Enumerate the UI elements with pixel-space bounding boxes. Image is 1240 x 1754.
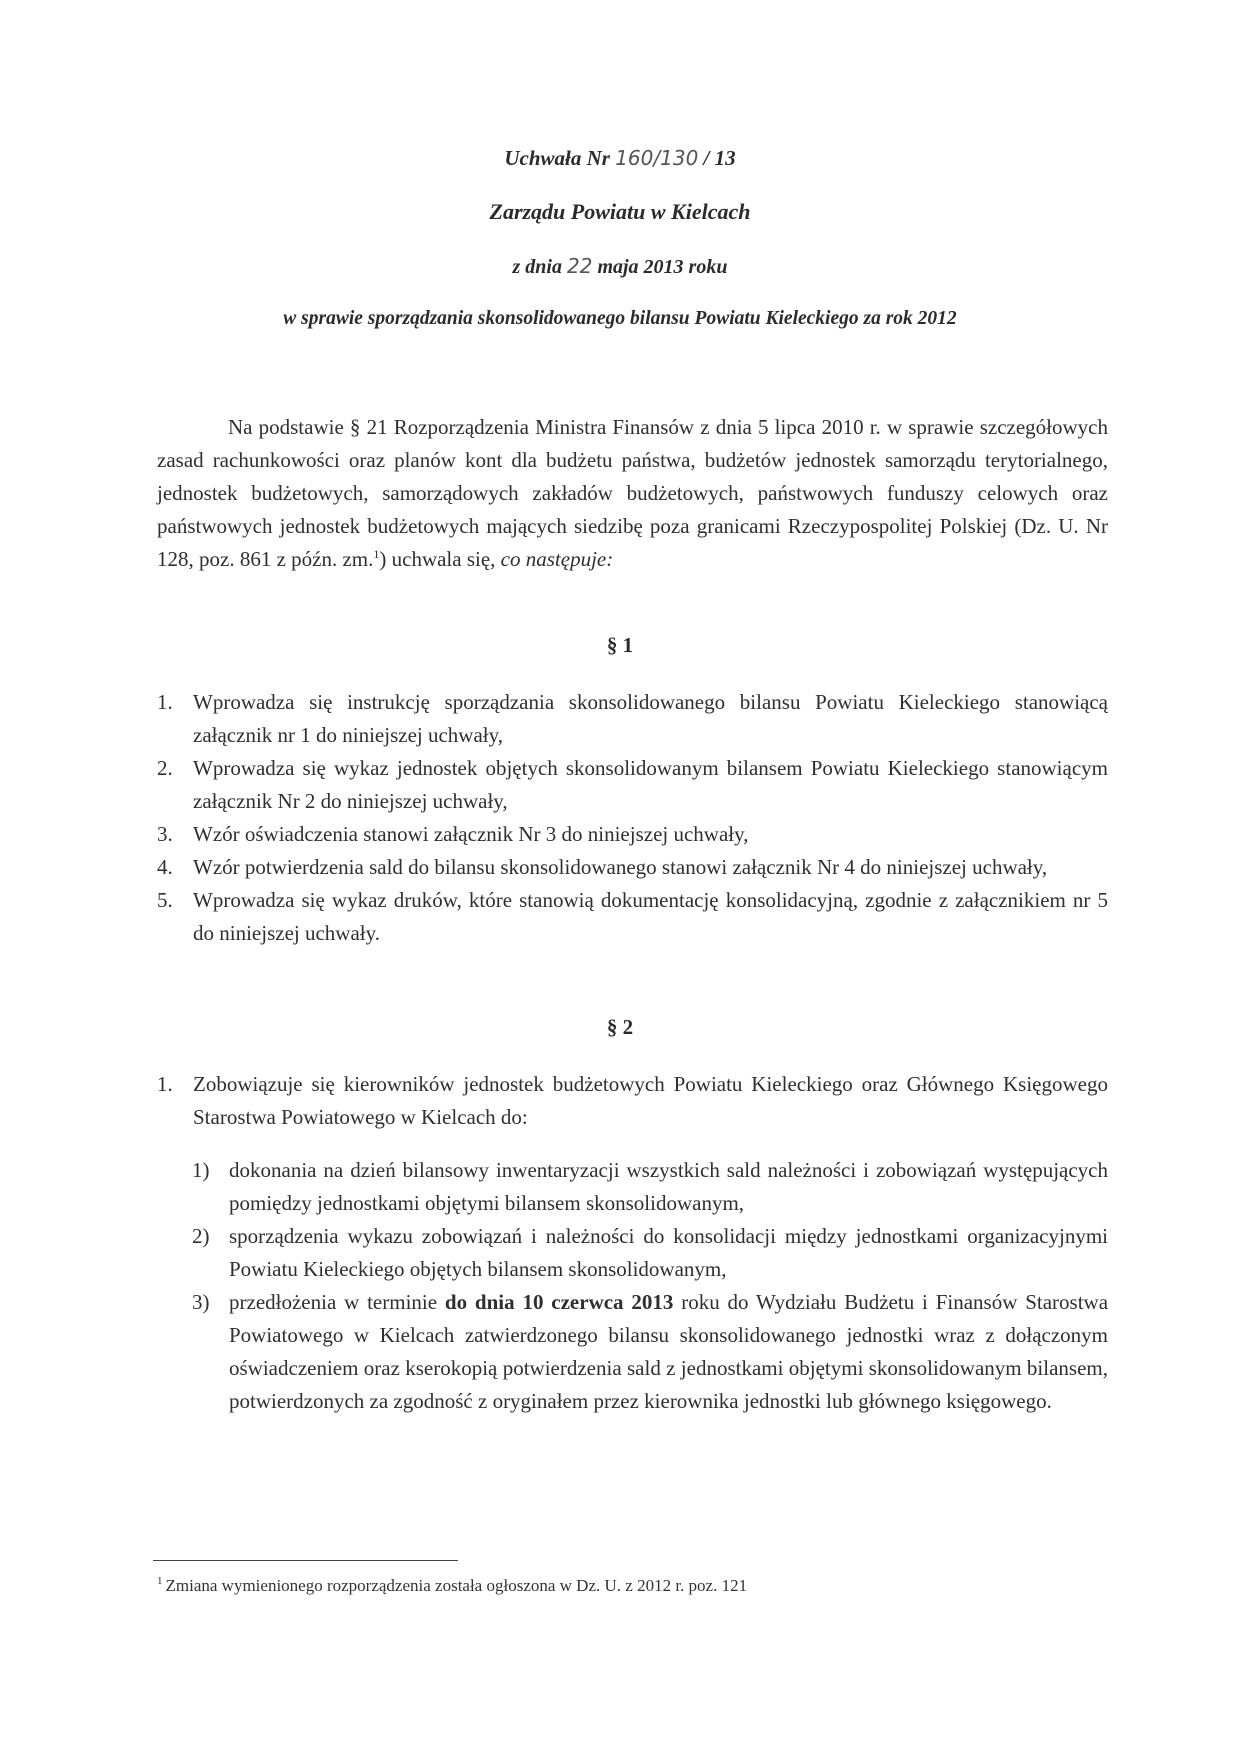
date-suffix: maja 2013 roku xyxy=(597,256,728,278)
list-item-number: 4. xyxy=(157,855,173,879)
preamble-closing: ) uchwala się, xyxy=(379,547,496,571)
deadline-text-before: przedłożenia w terminie xyxy=(229,1290,438,1314)
list-item-text: Zobowiązuje się kierowników jednostek budżetowych Powiatu Kieleckiego oraz Głównego Księgowego Starostwa Powiatowego w Kielcach do: xyxy=(193,1072,1108,1129)
date-prefix: z dnia xyxy=(512,256,562,278)
resolution-date xyxy=(0,254,1240,279)
sublist-item-text: dokonania na dzień bilansowy inwentaryzacji wszystkich sald należności i zobowiązań występujących pomiędzy jednostkami objętymi bilansem skonsolidowanym, xyxy=(229,1158,1108,1215)
sublist-item-number: 1) xyxy=(192,1158,210,1182)
footnote-divider xyxy=(153,1560,458,1561)
sublist-item-number: 3) xyxy=(192,1290,210,1314)
resolution-subject: w sprawie sporządzania skonsolidowanego bilansu Powiatu Kieleckiego za rok 2012 xyxy=(283,308,957,329)
list-item-number: 1. xyxy=(157,1072,173,1096)
handwritten-resolution-number: 160/130 xyxy=(615,146,699,170)
sublist-item-text: sporządzenia wykazu zobowiązań i należności do konsolidacji między jednostkami organizacyjnymi Powiatu Kieleckiego objętych bilansem skonsolidowanym, xyxy=(229,1224,1108,1281)
handwritten-date-day: 22 xyxy=(566,254,593,278)
deadline-text-after: roku do Wydziału Budżetu i Finansów Starostwa Powiatowego w Kielcach zatwierdzonego bilansu skonsolidowanego jednostki wraz z dołączonym oświadczeniem oraz kserokopią potwierdzenia sald z jednostkami objętymi skonsolidowanym bilansem, potwierdzonych za zgodność z oryginałem przez kierownika jednostki lub głównego księgowego. xyxy=(229,1290,1109,1413)
title-prefix: Uchwała Nr xyxy=(504,146,610,170)
list-item-text: Wzór oświadczenia stanowi załącznik Nr 3 do niniejszej uchwały, xyxy=(193,822,749,846)
preamble xyxy=(157,411,1108,576)
section-2-list xyxy=(0,1068,1240,1134)
section-1-list xyxy=(0,686,1240,950)
list-item-text: Wzór potwierdzenia sald do bilansu skonsolidowanego stanowi załącznik Nr 4 do niniejszej uchwały, xyxy=(193,855,1048,879)
list-item-number: 5. xyxy=(157,888,173,912)
list-item-number: 2. xyxy=(157,756,173,780)
sublist-item xyxy=(0,1154,1108,1220)
list-item xyxy=(0,851,1108,884)
title-suffix: / 13 xyxy=(698,146,736,170)
list-item-text: Wprowadza się wykaz jednostek objętych skonsolidowanym bilansem Powiatu Kieleckiego stanowiącym załącznik Nr 2 do niniejszej uchwały, xyxy=(193,756,1108,813)
footnote-text: Zmiana wymienionego rozporządzenia została ogłoszona w Dz. U. z 2012 r. poz. 121 xyxy=(165,1576,748,1595)
list-item-text: Wprowadza się wykaz druków, które stanowią dokumentację konsolidacyjną, zgodnie z załącznikiem nr 5 do niniejszej uchwały. xyxy=(193,888,1108,945)
list-item xyxy=(0,1068,1108,1134)
list-item xyxy=(0,752,1108,818)
sublist-item-number: 2) xyxy=(192,1224,210,1248)
section-heading-2: § 2 xyxy=(606,1015,634,1039)
list-item xyxy=(0,818,1108,851)
list-item xyxy=(0,686,1108,752)
resolution-title xyxy=(0,146,1240,171)
footnote-number: 1 xyxy=(157,1575,163,1587)
list-item-number: 1. xyxy=(157,690,173,714)
sublist-item xyxy=(0,1286,1108,1418)
section-2-sublist xyxy=(0,1154,1240,1418)
list-item xyxy=(0,884,1108,950)
sublist-item-text xyxy=(229,1286,1108,1418)
deadline-date: do dnia 10 czerwca 2013 xyxy=(444,1290,674,1314)
footnote xyxy=(157,1574,1107,1598)
preamble-text: Na podstawie § 21 Rozporządzenia Ministra Finansów z dnia 5 lipca 2010 r. w sprawie szczegółowych zasad rachunkowości oraz planów kont dla budżetu państwa, budżetów jednostek samorządu terytorialnego, jednostek budżetowych, samorządowych zakładów budżetowych, państwowych funduszy celowych oraz państwowych jednostek budżetowych mających siedzibę poza granicami Rzeczypospolitej Polskiej (Dz. U. Nr 128, poz. 861 z późn. zm. xyxy=(157,415,1108,571)
section-heading-1: § 1 xyxy=(606,633,634,657)
preamble-closing-italic: co następuje: xyxy=(500,547,614,571)
footnote-reference: 1 xyxy=(373,547,380,561)
list-item-number: 3. xyxy=(157,822,173,846)
issuing-body: Zarządu Powiatu w Kielcach xyxy=(489,199,751,224)
list-item-text: Wprowadza się instrukcję sporządzania skonsolidowanego bilansu Powiatu Kieleckiego stanowiącą załącznik nr 1 do niniejszej uchwały, xyxy=(193,690,1108,747)
sublist-item xyxy=(0,1220,1108,1286)
